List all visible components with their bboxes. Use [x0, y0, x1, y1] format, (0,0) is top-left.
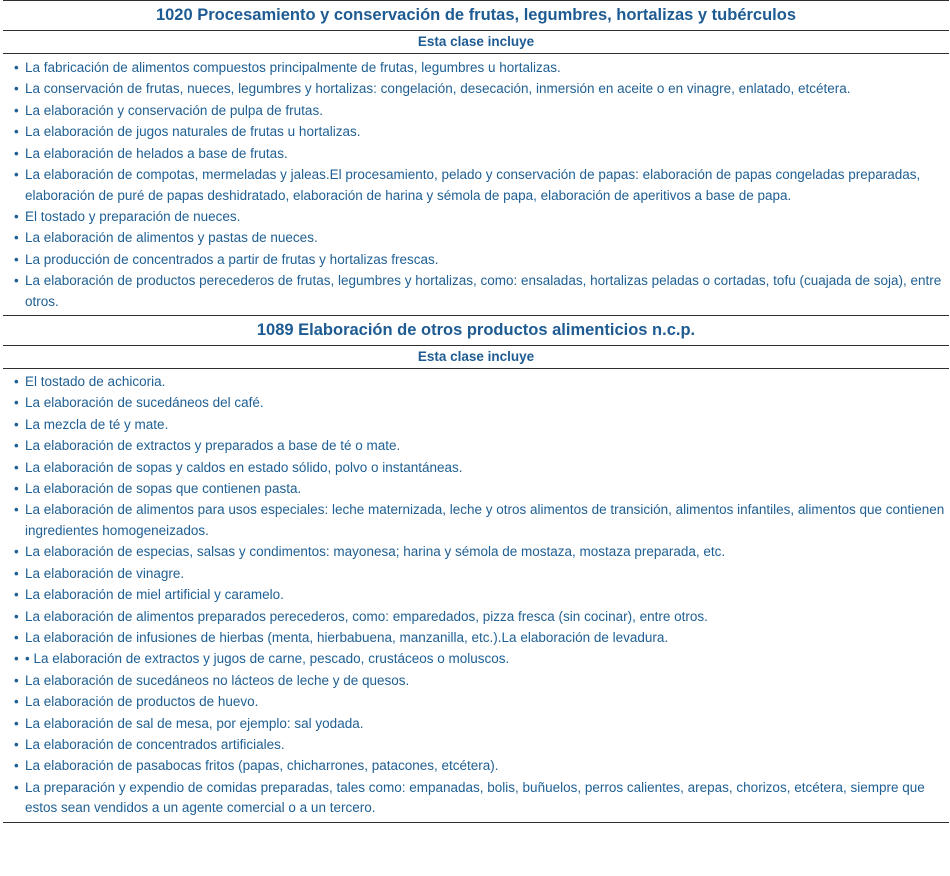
list-item	[3, 165, 949, 206]
list-item-text: El tostado y preparación de nueces.	[25, 208, 241, 224]
list-item	[3, 101, 949, 122]
document-page	[3, 0, 949, 823]
list-item-text: La producción de concentrados a partir de frutas y hortalizas frescas.	[25, 251, 439, 267]
bullet-icon: •	[14, 416, 19, 432]
bullet-icon: •	[14, 102, 19, 118]
bullet-icon: •	[14, 694, 19, 710]
list-item	[3, 58, 949, 79]
list-item-text: La elaboración de infusiones de hierbas (menta, hierbabuena, manzanilla, etc.).La elaboración de levadura.	[25, 629, 669, 645]
list-item	[3, 585, 949, 606]
list-item-text: La preparación y expendio de comidas preparadas, tales como: empanadas, bolis, buñuelos, perros calientes, arepas, chorizos, etcétera, siempre que estos sean vendidos a un agente comercial o a un tercero.	[25, 779, 925, 816]
bullet-icon: •	[14, 715, 19, 731]
list-item	[3, 207, 949, 228]
list-item-text: La elaboración de especias, salsas y condimentos: mayonesa; harina y sémola de mostaza, mostaza preparada, etc.	[25, 544, 726, 560]
bullet-icon: •	[14, 565, 19, 581]
bullet-icon: •	[14, 81, 19, 97]
section1-title: 1020 Procesamiento y conservación de frutas, legumbres, hortalizas y tubérculos	[155, 6, 797, 24]
section2-subtitle: Esta clase incluye	[417, 349, 535, 365]
list-item	[3, 144, 949, 165]
bullet-icon: •	[14, 395, 19, 411]
list-item-text: La elaboración de extractos y preparados a base de té o mate.	[25, 438, 401, 454]
list-item	[3, 415, 949, 436]
list-item-text: La elaboración de alimentos y pastas de nueces.	[25, 230, 318, 246]
list-item-text: La elaboración de sucedáneos del café.	[25, 395, 264, 411]
list-item-text: La elaboración de productos de huevo.	[25, 694, 259, 710]
list-item	[3, 756, 949, 777]
list-item	[3, 778, 949, 819]
list-item-text: La elaboración de vinagre.	[25, 565, 185, 581]
list-item	[3, 479, 949, 500]
bullet-icon: •	[14, 145, 19, 161]
bullet-icon: •	[14, 273, 19, 289]
list-item-text: La elaboración de jugos naturales de frutas u hortalizas.	[25, 124, 361, 140]
list-item-text: La elaboración de sucedáneos no lácteos de leche y de quesos.	[25, 672, 410, 688]
list-item-text: La elaboración y conservación de pulpa de frutas.	[25, 102, 323, 118]
list-item	[3, 671, 949, 692]
list-item	[3, 122, 949, 143]
section2-title: 1089 Elaboración de otros productos alimenticios n.c.p.	[256, 321, 696, 340]
bullet-icon: •	[14, 459, 19, 475]
section1-item-list	[3, 54, 949, 315]
list-item	[3, 228, 949, 249]
section1-subtitle: Esta clase incluye	[417, 34, 535, 49]
list-item	[3, 542, 949, 563]
section2	[3, 316, 949, 822]
bullet-icon: •	[14, 230, 19, 246]
list-item	[3, 458, 949, 479]
list-item	[3, 714, 949, 735]
list-item	[3, 500, 949, 541]
list-item-text: • La elaboración de extractos y jugos de carne, pescado, crustáceos o moluscos.	[25, 651, 510, 667]
section2-item-list	[3, 369, 949, 822]
list-item	[3, 607, 949, 628]
list-item-text: La mezcla de té y mate.	[25, 416, 169, 432]
list-item-text: La elaboración de productos perecederos de frutas, legumbres y hortalizas, como: ensaladas, hortalizas peladas o cortadas, tofu (cuajada de soja), entre otros.	[25, 273, 942, 309]
bottom-rule	[3, 822, 949, 823]
bullet-icon: •	[14, 587, 19, 603]
bullet-icon: •	[14, 374, 19, 390]
list-item-text: La elaboración de alimentos preparados perecederos, como: emparedados, pizza fresca (sin cocinar), entre otros.	[25, 608, 708, 624]
list-item-text: El tostado de achicoria.	[25, 374, 166, 390]
list-item	[3, 250, 949, 271]
bullet-icon: •	[14, 672, 19, 688]
list-item	[3, 79, 949, 100]
bullet-icon: •	[14, 166, 19, 182]
list-item	[3, 735, 949, 756]
list-item-text: La elaboración de sal de mesa, por ejemplo: sal yodada.	[25, 715, 364, 731]
bullet-icon: •	[14, 608, 19, 624]
bullet-icon: •	[14, 60, 19, 75]
list-item-text: La elaboración de sopas que contienen pasta.	[25, 481, 302, 497]
bullet-icon: •	[14, 758, 19, 774]
list-item	[3, 692, 949, 713]
bullet-icon: •	[14, 779, 19, 795]
list-item	[3, 393, 949, 414]
list-item-text: La elaboración de miel artificial y caramelo.	[25, 587, 284, 603]
list-item-text: La fabricación de alimentos compuestos principalmente de frutas, legumbres u hortalizas.	[25, 60, 561, 75]
list-item	[3, 564, 949, 585]
bullet-icon: •	[14, 124, 19, 140]
list-item-text: La elaboración de pasabocas fritos (papas, chicharrones, patacones, etcétera).	[25, 758, 499, 774]
list-item-text: La conservación de frutas, nueces, legumbres y hortalizas: congelación, desecación, inmersión en aceite o en vinagre, enlatado, etcétera.	[25, 81, 851, 97]
list-item-text: La elaboración de alimentos para usos especiales: leche maternizada, leche y otros alimentos de transición, alimentos infantiles, alimentos que contienen ingredientes homogeneizados.	[25, 502, 945, 539]
list-item	[3, 271, 949, 312]
bullet-icon: •	[14, 544, 19, 560]
bullet-icon: •	[14, 438, 19, 454]
list-item	[3, 628, 949, 649]
bullet-icon: •	[14, 736, 19, 752]
bullet-icon: •	[14, 629, 19, 645]
list-item-text: La elaboración de sopas y caldos en estado sólido, polvo o instantáneas.	[25, 459, 463, 475]
bullet-icon: •	[14, 651, 19, 667]
list-item	[3, 649, 949, 670]
bullet-icon: •	[14, 251, 19, 267]
bullet-icon: •	[14, 481, 19, 497]
list-item	[3, 436, 949, 457]
list-item-text: La elaboración de compotas, mermeladas y jaleas.El procesamiento, pelado y conservación de papas: elaboración de papas congeladas preparadas, elaboración de puré de papas deshidratado, elaboración de harina y sémola de papa, elaboración de aperitivos a base de papa.	[25, 166, 921, 203]
list-item	[3, 372, 949, 393]
bullet-icon: •	[14, 208, 19, 224]
list-item-text: La elaboración de helados a base de frutas.	[25, 145, 288, 161]
bullet-icon: •	[14, 502, 19, 518]
list-item-text: La elaboración de concentrados artificiales.	[25, 736, 285, 752]
